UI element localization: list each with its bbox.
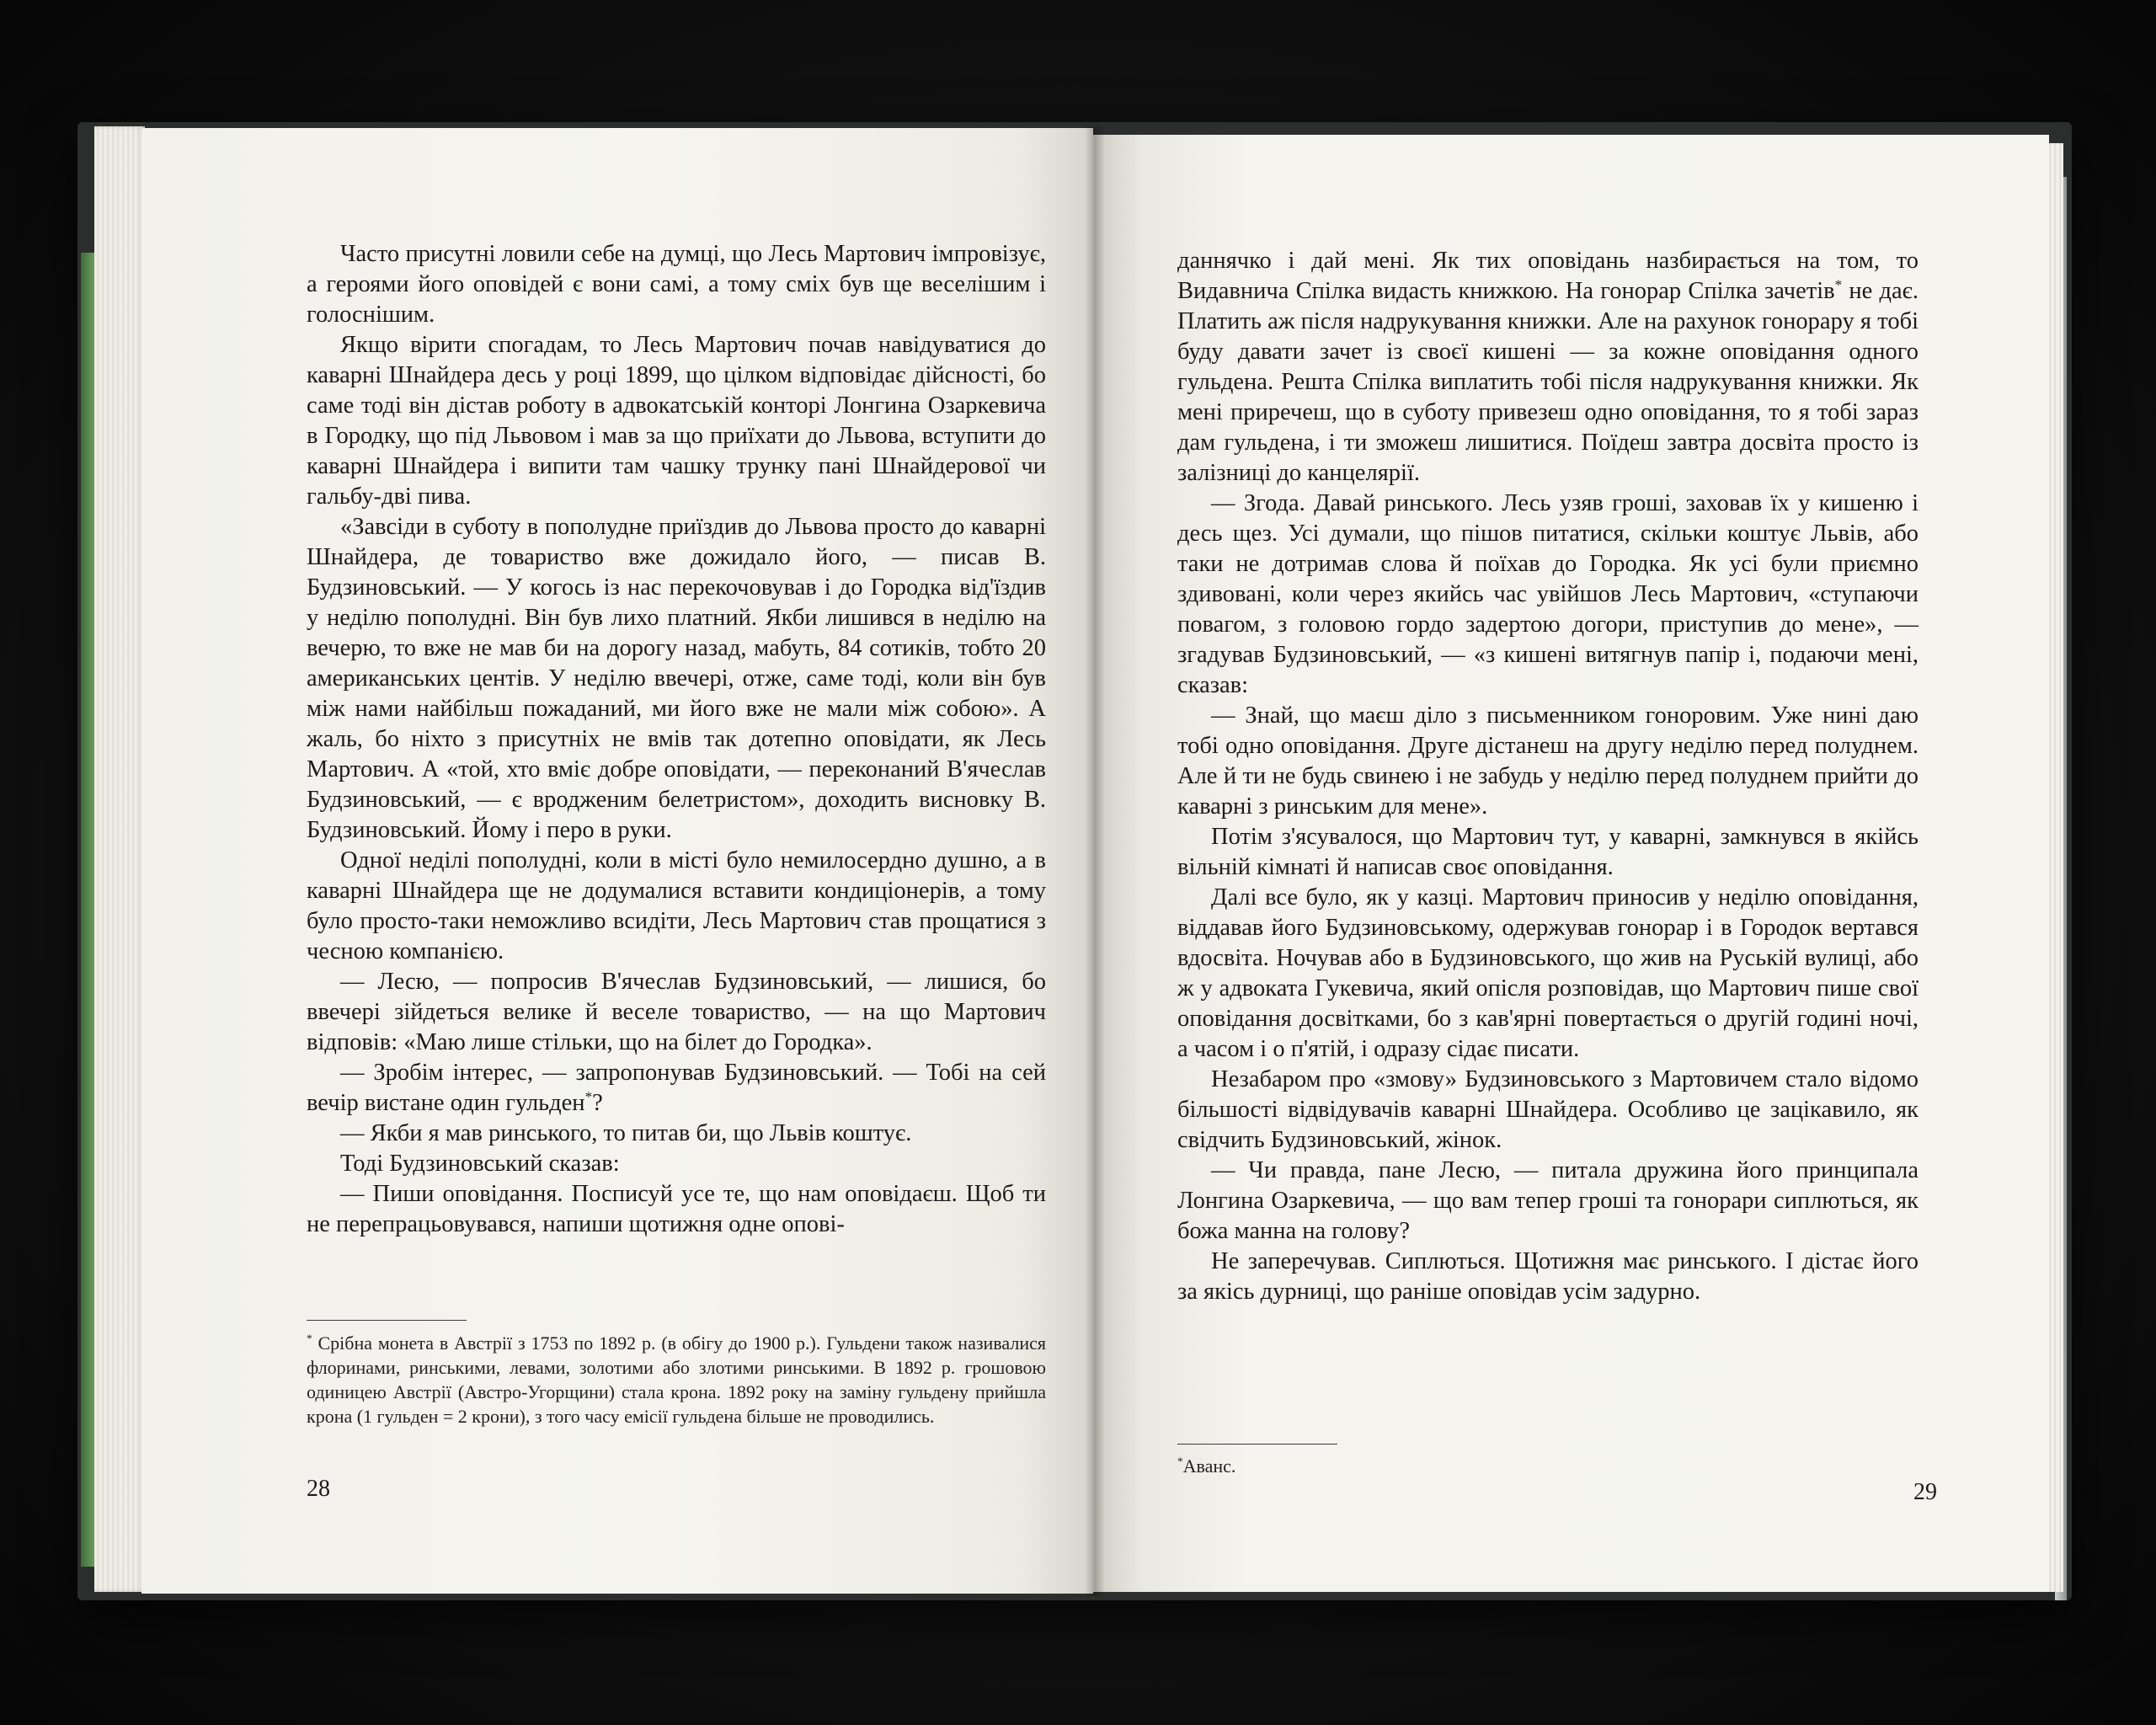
right-paragraph: Далі все було, як у казці. Мартович приносив у неділю оповідання, віддавав його Будзиновському, одержував гонорар і в Городок вертався вдосвіта. Ночував або в Будзиновського, що жив на Руській вулиці, або ж у адвоката Гукевича, який опісля розповідав, що Мартович пише свої оповідання досвітками, бо з кав'ярні повертається о другій годині ночі, а часом і о п'ятій, і одразу сідає писати. (1177, 884, 1919, 1062)
right-page-body (1177, 246, 1919, 1307)
right-paragraph: — Згода. Давай ринського. Лесь узяв гроші, заховав їх у кишеню і десь щез. Усі думали, що пішов питатися, скільки коштує Львів, або таки не дотримав слова й поїхав до Городка. Як усі були приємно здивовані, коли через якийсь час увійшов Лесь Мартович, «ступаючи повагом, з головою гордо задертою догори, приступив до мене», — згадував Будзиновський, — «з кишені витягнув папір і, подаючи мені, сказав: (1177, 490, 1919, 698)
left-paragraph: Якщо вірити спогадам, то Лесь Мартович почав навідуватися до каварні Шнайдера десь у році 1899, що цілком відповідає дійсності, бо саме тоді він дістав роботу в адвокатській конторі Лонгина Озаркевича в Городку, що під Львовом і мав за що приїхати до Львова, вступити до каварні Шнайдера і випити там чашку трунку пані Шнайдерової чи гальбу-дві пива. (307, 332, 1046, 510)
footnote-marker: * (584, 1088, 593, 1105)
left-page-body (307, 239, 1046, 1240)
right-paragraph: — Чи правда, пане Лесю, — питала дружина його принципала Лонгина Озаркевича, — що вам тепер гроші та гонорари сиплються, як божа манна на голову? (1177, 1157, 1919, 1244)
left-paragraph: Одної неділі пополудні, коли в місті було немилосердно душно, а в каварні Шнайдера ще не додумалися вставити кондиціонерів, а тому було просто-таки неможливо всидіти, Лесь Мартович став прощатися з чесною компанією. (307, 847, 1046, 964)
right-paragraph: Незабаром про «змову» Будзиновського з Мартовичем стало відомо більшості відвідувачів каварні Шнайдера. Особливо це зацікавило, як свідчить Будзиновський, жінок. (1177, 1066, 1919, 1153)
left-paragraph: — Якби я мав ринського, то питав би, що Львів коштує. (340, 1120, 912, 1146)
cover-green-edge (81, 253, 94, 1567)
right-paragraph: Не заперечував. Сиплються. Щотижня має ринського. І дістає його за якісь дурниці, що раніше оповідав усім задурно. (1177, 1248, 1919, 1305)
right-footnote (1177, 1454, 1598, 1478)
right-paragraph-text: даннячко і дай мені. Як тих оповідань назбирається на том, то Видавнича Спілка видасть книжкою. На гонорар Спілка зачетів (1177, 248, 1919, 304)
left-paragraph: — Пиши оповідання. Посписуй усе те, що нам оповідаєш. Щоб ти не перепрацьовувався, напиши щотижня одне опові- (307, 1181, 1046, 1237)
book-gutter (1085, 126, 1105, 1596)
right-paragraph-with-footnote (1177, 246, 1919, 489)
left-paragraph-with-footnote (307, 1058, 1046, 1119)
left-paragraph-tail: ? (592, 1090, 603, 1116)
left-page-stack (94, 126, 145, 1592)
right-page (1093, 135, 2049, 1592)
footnote-text: Аванс. (1182, 1455, 1236, 1477)
footnote-text: Срібна монета в Австрії з 1753 по 1892 р. (в обігу до 1900 р.). Гульдени також називалися флоринами, ринськими, левами, золотими або злотими ринськими. В 1892 р. грошовою одиницею Австрії (Австро-Угорщини) стала крона. 1892 року на заміну гульдену прийшла крона (1 гульден = 2 крони), з того часу емісії гульдена більше не проводились. (307, 1332, 1046, 1427)
page-number-right: 29 (1913, 1479, 1937, 1505)
footnote-marker: * (307, 1332, 312, 1345)
left-paragraph: — Лесю, — попросив В'ячеслав Будзиновський, — лишися, бо ввечері зійдеться велике й веселе товариство, — на що Мартович відповів: «Маю лише стільки, що на білет до Городка». (307, 969, 1046, 1055)
footnote-divider (1177, 1444, 1337, 1445)
footnote-marker: * (1834, 276, 1843, 293)
left-footnote (307, 1331, 1046, 1429)
left-paragraph-text: — Зробім інтерес, — запропонував Будзиновський. — Тобі на сей вечір вистане один гульден (307, 1060, 1046, 1116)
right-paragraph: — Знай, що маєш діло з письменником гоноровим. Уже нині даю тобі одно оповідання. Друге дістанеш на другу неділю перед полуднем. Але й ти не будь свинею і не забудь у неділю перед полуднем прийти до каварні з ринським для мене». (1177, 702, 1919, 820)
left-page (141, 128, 1093, 1594)
left-paragraph: «Завсіди в суботу в пополудне приїздив до Львова просто до каварні Шнайдера, де товариство вже дожидало його, — писав В. Будзиновський. — У когось із нас перекочовував і до Городка від'їздив у неділю пополудні. Він був лихо платний. Якби лишився в неділю на вечерю, то вже не мав би на дорогу назад, мабуть, 84 сотиків, тобто 20 американських центів. У неділю ввечері, отже, саме тоді, коли він був між нами найбільш пожаданий, ми його вже не мали між собою». А жаль, бо ніхто з присутніх не вмів так дотепно оповідати, як Лесь Мартович. А «той, хто вміє добре оповідати, — переконаний В'ячеслав Будзиновський, — є вродженим белетристом», доходить висновку В. Будзиновський. Йому і перо в руки. (307, 514, 1046, 843)
right-paragraph-tail: не дає. Платить аж після надрукування книжки. Але на рахунок гонорару я тобі буду давати зачет із своєї кишені — за кожне оповідання одного гульдена. Решта Спілка виплатить тобі після надрукування книжки. Як мені приречеш, що в суботу привезеш одно оповідання, то я тобі зараз дам гульдена, і ти зможеш лишитися. Поїдеш завтра досвіта просто із залізниці до канцелярії. (1177, 278, 1919, 486)
footnote-divider (307, 1320, 467, 1321)
right-page-stack (2047, 143, 2063, 1592)
page-number-left: 28 (307, 1476, 330, 1502)
right-paragraph: Потім з'ясувалося, що Мартович тут, у каварні, замкнувся в якійсь вільній кімнаті й написав своє оповідання. (1177, 824, 1919, 880)
left-paragraph: Тоді Будзиновський сказав: (340, 1151, 620, 1177)
left-paragraph: Часто присутні ловили себе на думці, що Лесь Мартович імпровізує, а героями його оповідей є вони самі, а тому сміх був ще веселішим і голоснішим. (307, 241, 1046, 328)
footnote-marker: * (1177, 1455, 1183, 1468)
